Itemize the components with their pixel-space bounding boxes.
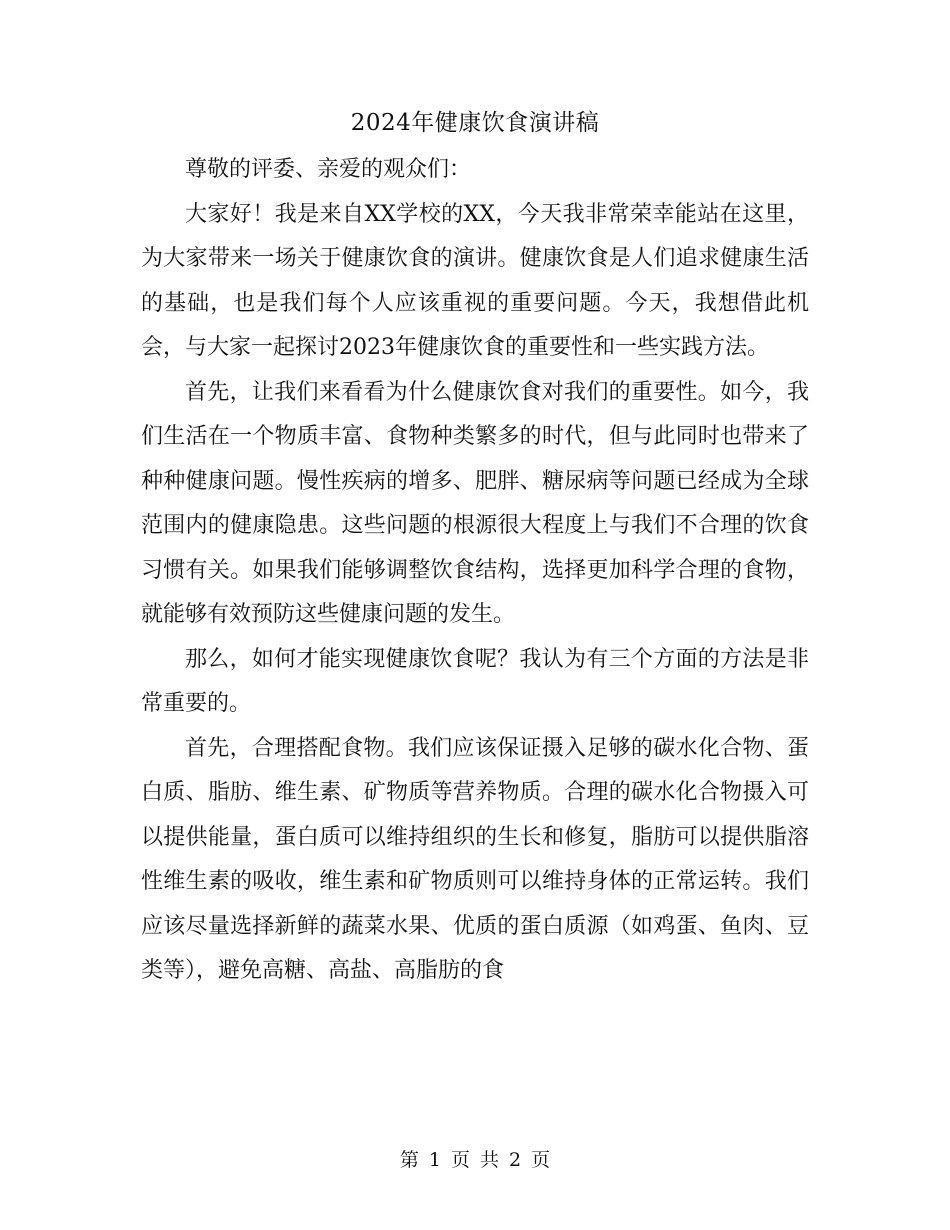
- paragraph-importance: 首先，让我们来看看为什么健康饮食对我们的重要性。如今，我们生活在一个物质丰富、食物种类繁多的时代，但与此同时也带来了种种健康问题。慢性疾病的增多、肥胖、糖尿病等问题已经成为全球范围内的健康隐患。这些问题的根源很大程度上与我们不合理的饮食习惯有关。如果我们能够调整饮食结构，选择更加科学合理的食物，就能够有效预防这些健康问题的发生。: [141, 379, 809, 627]
- paragraph-method-one: 首先，合理搭配食物。我们应该保证摄入足够的碳水化合物、蛋白质、脂肪、维生素、矿物质等营养物质。合理的碳水化合物摄入可以提供能量，蛋白质可以维持组织的生长和修复，脂肪可以提供脂溶性维生素的吸收，维生素和矿物质则可以维持身体的正常运转。我们应该尽量选择新鲜的蔬菜水果、优质的蛋白质源（如鸡蛋、鱼肉、豆类等），避免高糖、高盐、高脂肪的食: [141, 735, 809, 983]
- paragraph-methods-intro: 那么，如何才能实现健康饮食呢？我认为有三个方面的方法是非常重要的。: [141, 646, 809, 716]
- document-body: [141, 148, 809, 994]
- document-title: 2024年健康饮食演讲稿: [350, 110, 600, 136]
- page-number-footer: 第 1 页 共 2 页: [399, 1149, 551, 1171]
- paragraph-introduction: 大家好！我是来自XX学校的XX，今天我非常荣幸能站在这里，为大家带来一场关于健康饮食的演讲。健康饮食是人们追求健康生活的基础，也是我们每个人应该重视的重要问题。今天，我想借此机会，与大家一起探讨2023年健康饮食的重要性和一些实践方法。: [141, 201, 809, 360]
- paragraph-salutation: 尊敬的评委、亲爱的观众们：: [185, 157, 472, 182]
